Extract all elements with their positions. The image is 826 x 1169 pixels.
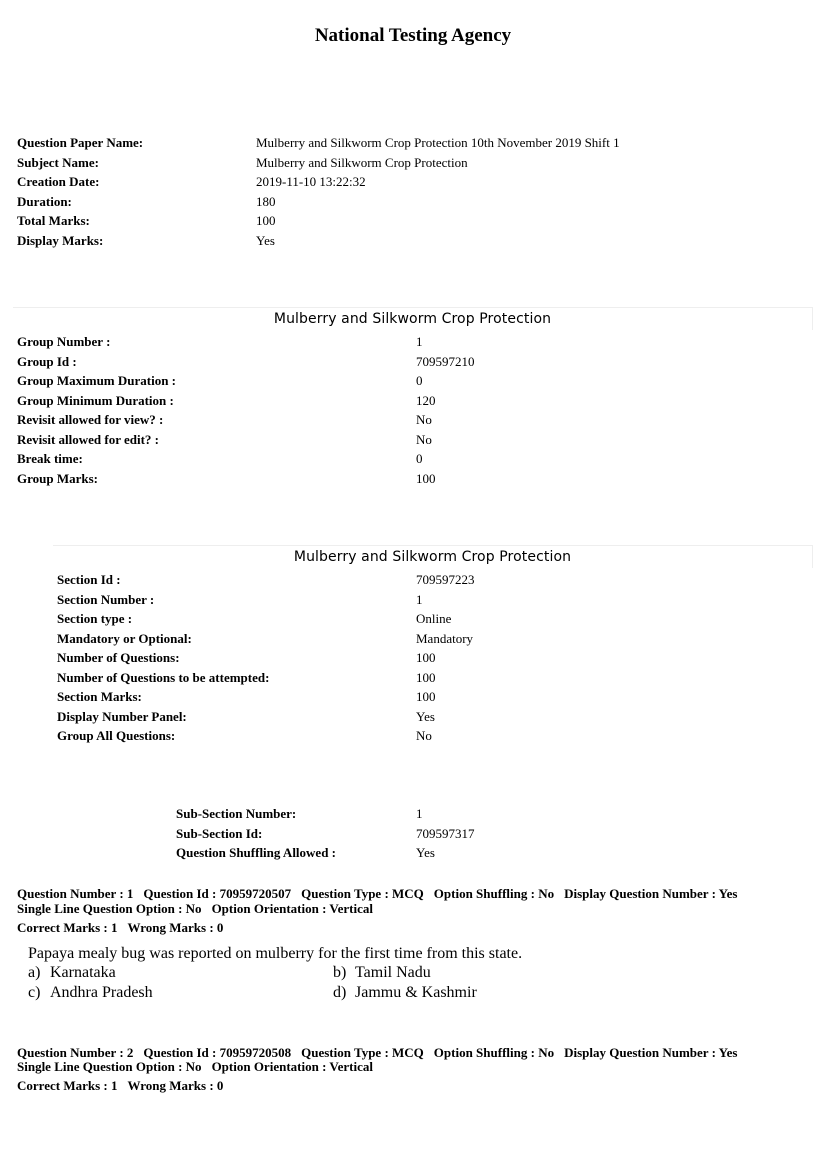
revisit-view-value: No xyxy=(416,412,432,427)
q2-id: Question Id : 70959720508 xyxy=(143,1045,292,1060)
total-marks-value: 100 xyxy=(256,213,276,228)
group-max-duration-value: 0 xyxy=(416,373,423,388)
q2-wrong-marks: Wrong Marks : 0 xyxy=(127,1078,224,1093)
q2-display-number: Display Question Number : Yes xyxy=(564,1045,738,1060)
revisit-edit-value: No xyxy=(416,431,432,447)
paper-name-value: Mulberry and Silkworm Crop Protection 10th November 2019 Shift 1 xyxy=(256,135,620,150)
paper-info-row xyxy=(17,231,620,251)
q1-single-line: Single Line Question Option : No xyxy=(17,901,202,916)
q2-number: Question Number : 2 xyxy=(17,1045,134,1060)
option-d-text: Jammu & Kashmir xyxy=(355,984,477,1001)
subsection-id-value: 709597317 xyxy=(416,825,475,841)
group-number-value: 1 xyxy=(416,334,423,349)
group-info-row xyxy=(17,449,475,469)
group-min-duration-value: 120 xyxy=(416,392,436,408)
break-time-label: Break time: xyxy=(17,451,83,466)
q1-wrong-marks: Wrong Marks : 0 xyxy=(127,920,224,935)
group-all-value: No xyxy=(416,728,432,743)
question-1-text: Papaya mealy bug was reported on mulberry for the first time from this state. xyxy=(28,945,523,962)
subject-name-label: Subject Name: xyxy=(17,154,99,170)
group-number-label: Group Number : xyxy=(17,334,111,349)
paper-info xyxy=(17,133,620,250)
mandatory-label: Mandatory or Optional: xyxy=(57,630,192,646)
paper-info-row xyxy=(17,192,620,212)
paper-info-row xyxy=(17,211,620,231)
option-b-text: Tamil Nadu xyxy=(355,964,431,981)
q1-display-number: Display Question Number : Yes xyxy=(564,886,738,901)
subsection-info-row xyxy=(176,824,475,844)
creation-date-label: Creation Date: xyxy=(17,174,100,189)
section-info-row xyxy=(57,648,475,668)
group-info xyxy=(17,332,475,488)
section-banner: Mulberry and Silkworm Crop Protection xyxy=(53,545,813,568)
group-info-row xyxy=(17,332,475,352)
group-info-row xyxy=(17,352,475,372)
question-2-header xyxy=(17,1045,737,1060)
duration-label: Duration: xyxy=(17,193,72,209)
group-marks-value: 100 xyxy=(416,470,436,486)
option-c-text: Andhra Pradesh xyxy=(50,984,153,1001)
page-title: National Testing Agency xyxy=(314,25,512,46)
num-attempt-label: Number of Questions to be attempted: xyxy=(57,669,270,685)
option-b xyxy=(333,963,431,982)
section-info-row xyxy=(57,707,475,727)
question-1-header-line2 xyxy=(17,901,373,916)
group-all-label: Group All Questions: xyxy=(57,728,176,743)
paper-name-label: Question Paper Name: xyxy=(17,135,144,150)
option-a-label: a) xyxy=(28,964,41,981)
section-info-row xyxy=(57,609,475,629)
q1-number: Question Number : 1 xyxy=(17,886,134,901)
section-id-label: Section Id : xyxy=(57,572,121,587)
group-info-row xyxy=(17,391,475,411)
section-info-row xyxy=(57,726,475,746)
subsection-info-row xyxy=(176,804,475,824)
q2-orientation: Option Orientation : Vertical xyxy=(211,1059,373,1074)
question-2-header-line2 xyxy=(17,1059,373,1074)
group-info-row xyxy=(17,430,475,450)
section-number-label: Section Number : xyxy=(57,591,155,607)
option-c-label: c) xyxy=(28,984,41,1001)
number-panel-label: Display Number Panel: xyxy=(57,708,187,724)
question-1-header xyxy=(17,886,737,901)
section-info xyxy=(57,570,475,746)
section-id-value: 709597223 xyxy=(416,572,475,587)
group-info-row xyxy=(17,371,475,391)
subsection-id-label: Sub-Section Id: xyxy=(176,825,263,841)
group-max-duration-label: Group Maximum Duration : xyxy=(17,373,177,388)
group-min-duration-label: Group Minimum Duration : xyxy=(17,392,174,408)
section-marks-value: 100 xyxy=(416,689,436,704)
q2-type: Question Type : MCQ xyxy=(301,1045,424,1060)
group-id-value: 709597210 xyxy=(416,353,475,369)
revisit-edit-label: Revisit allowed for edit? : xyxy=(17,431,160,447)
break-time-value: 0 xyxy=(416,451,423,466)
section-info-row xyxy=(57,668,475,688)
q1-shuffling: Option Shuffling : No xyxy=(433,886,555,901)
subsection-info xyxy=(176,804,475,863)
shuffling-label: Question Shuffling Allowed : xyxy=(176,845,337,860)
paper-info-row xyxy=(17,153,620,173)
q1-correct-marks: Correct Marks : 1 xyxy=(17,920,118,935)
mandatory-value: Mandatory xyxy=(416,630,474,646)
q2-single-line: Single Line Question Option : No xyxy=(17,1059,202,1074)
option-b-label: b) xyxy=(333,964,347,981)
subsection-info-row xyxy=(176,843,475,863)
group-info-row xyxy=(17,410,475,430)
group-info-row xyxy=(17,469,475,489)
group-banner: Mulberry and Silkworm Crop Protection xyxy=(13,307,813,330)
paper-info-row xyxy=(17,133,620,153)
section-info-row xyxy=(57,570,475,590)
num-questions-label: Number of Questions: xyxy=(57,650,180,665)
option-d-label: d) xyxy=(333,984,347,1001)
duration-value: 180 xyxy=(256,193,276,209)
section-info-row xyxy=(57,687,475,707)
subsection-number-label: Sub-Section Number: xyxy=(176,806,297,821)
q1-type: Question Type : MCQ xyxy=(301,886,424,901)
group-marks-label: Group Marks: xyxy=(17,470,99,486)
display-marks-label: Display Marks: xyxy=(17,232,104,248)
revisit-view-label: Revisit allowed for view? : xyxy=(17,412,164,427)
option-c xyxy=(28,983,153,1002)
shuffling-value: Yes xyxy=(416,845,435,860)
num-questions-value: 100 xyxy=(416,650,436,665)
subject-name-value: Mulberry and Silkworm Crop Protection xyxy=(256,154,468,170)
section-number-value: 1 xyxy=(416,591,423,607)
section-info-row xyxy=(57,590,475,610)
q1-orientation: Option Orientation : Vertical xyxy=(211,901,373,916)
option-d xyxy=(333,983,477,1002)
group-id-label: Group Id : xyxy=(17,353,77,369)
creation-date-value: 2019-11-10 13:22:32 xyxy=(256,174,366,189)
q1-id: Question Id : 70959720507 xyxy=(143,886,292,901)
display-marks-value: Yes xyxy=(256,232,275,248)
section-type-value: Online xyxy=(416,611,452,626)
question-2-marks xyxy=(17,1078,223,1093)
section-info-row xyxy=(57,629,475,649)
q2-shuffling: Option Shuffling : No xyxy=(433,1045,555,1060)
subsection-number-value: 1 xyxy=(416,806,423,821)
option-a-text: Karnataka xyxy=(50,964,116,981)
total-marks-label: Total Marks: xyxy=(17,213,90,228)
option-a xyxy=(28,963,116,982)
num-attempt-value: 100 xyxy=(416,669,436,685)
section-type-label: Section type : xyxy=(57,611,133,626)
section-marks-label: Section Marks: xyxy=(57,689,142,704)
paper-info-row xyxy=(17,172,620,192)
number-panel-value: Yes xyxy=(416,708,435,724)
question-1-marks xyxy=(17,920,223,935)
q2-correct-marks: Correct Marks : 1 xyxy=(17,1078,118,1093)
